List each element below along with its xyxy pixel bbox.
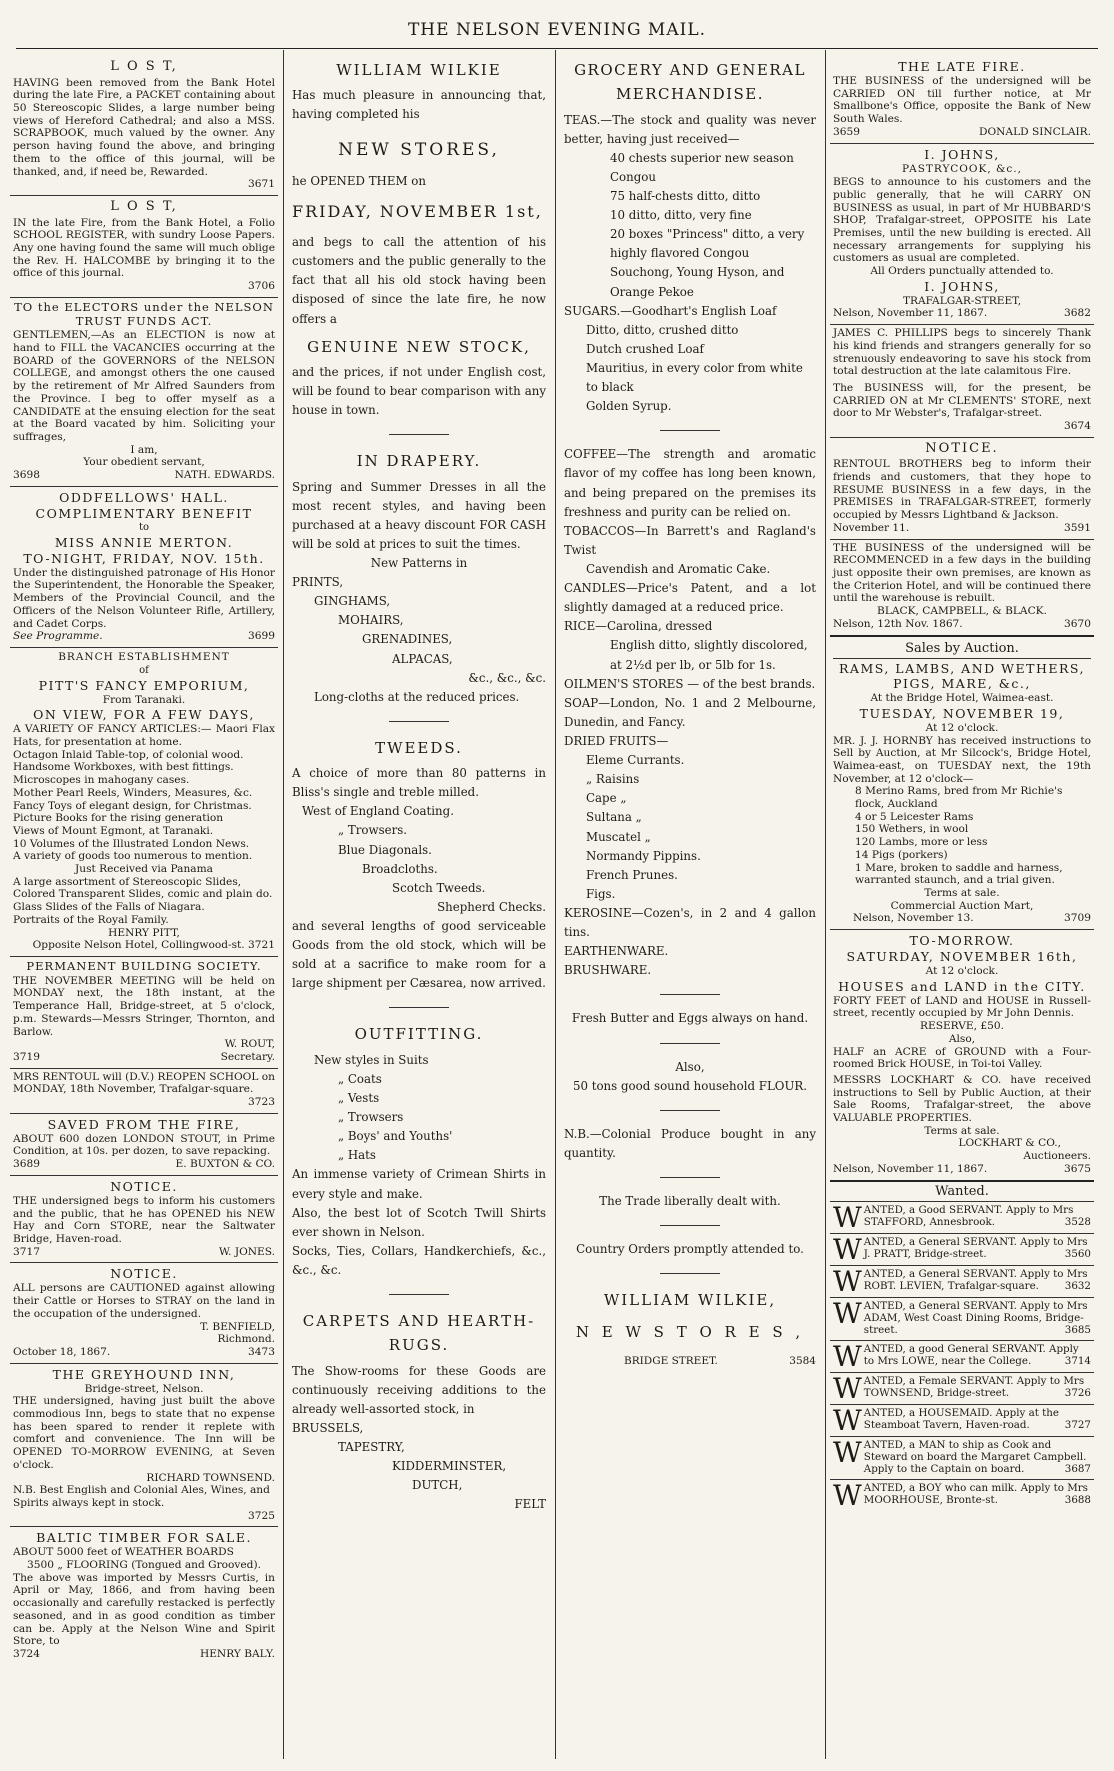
candles-line: CANDLES—Price's Patent, and a lot slightly damaged at a reduced price. [564, 581, 816, 615]
ad-lost-register [10, 195, 278, 297]
ad-oddfellows [10, 486, 278, 647]
fabric-item: ALPACAS, [392, 651, 453, 666]
dried-item: Muscatel „ [586, 829, 651, 844]
ad-title: TO the ELECTORS under the NELSON TRUST FUNDS ACT. [14, 299, 274, 328]
wanted-ad [830, 1436, 1094, 1479]
short-rule [389, 1007, 449, 1008]
brushware-line: BRUSHWARE. [564, 963, 652, 978]
carpet-item: DUTCH, [412, 1478, 463, 1493]
carpets-heading: CARPETS AND HEARTH-RUGS. [302, 1312, 536, 1355]
ad-subtitle: PITT'S FANCY EMPORIUM, [38, 677, 250, 693]
paragraph: Spring and Summer Dresses in all the most recent styles, and having been purchased at a heavy discount FOR CASH will be sold at prices to suit the times. [292, 479, 546, 551]
ad-auction-rams [830, 635, 1094, 930]
list-item: 10 Volumes of the Illustrated London News. [13, 837, 250, 850]
ad-terms: Terms at sale. [924, 1124, 1000, 1137]
ad-role: Auctioneers. [1023, 1150, 1091, 1163]
ad-address: Opposite Nelson Hotel, Collingwood-st. [32, 939, 245, 952]
ad-title: I. JOHNS, [924, 146, 1000, 162]
ad-number: 3674 [1064, 420, 1091, 433]
list-item: 14 Pigs (porkers) [855, 848, 948, 861]
soap-line: SOAP—London, No. 1 and 2 Melbourne, Dunedin, and Fancy. [564, 695, 816, 729]
wanted-ad [830, 1297, 1094, 1340]
ad-body: THE BUSINESS of the undersigned will be RECOMMENCED in a few days in the building just opposite their own premises, are known as the Criterion Hotel, and will be continued there until the warehouse is rebuilt. [833, 541, 1091, 605]
short-rule [389, 434, 449, 435]
sugar-item: Golden Syrup. [586, 399, 672, 414]
ad-body: HAVING been removed from the Bank Hotel during the late Fire, a PACKET containing about 50 Stereoscopic Slides, a large number being views of Hereford Cathedral; and also a MSS. SCRAPBOOK, much valued by the owner. Any person having found the above, and bringing them to the office of this journal, will be thanked, and, if need be, Rewarded. [13, 76, 275, 178]
ad-number: 3688 [1064, 1494, 1091, 1506]
ad-date: SATURDAY, NOVEMBER 16th, [846, 949, 1078, 965]
sugars-line: SUGARS.—Goodhart's English Loaf [564, 303, 777, 318]
ad-subtitle: Bridge-street, Nelson. [84, 1382, 204, 1395]
ad-reserve: RESERVE, £50. [919, 1020, 1004, 1033]
ad-body: THE BUSINESS of the undersigned will be CARRIED ON till further notice, at Mr Smallbone's Office, opposite the Bank of New South Wales. [833, 75, 1091, 126]
ad-number: 3724 [13, 1647, 40, 1660]
tweed-item: Broadcloths. [362, 861, 438, 876]
wanted-ad [830, 1201, 1094, 1233]
ad-signer: DONALD SINCLAIR. [978, 125, 1091, 138]
dried-item: Figs. [586, 886, 616, 901]
dried-item: Cape „ [586, 791, 627, 806]
ad-pitt-emporium [10, 647, 278, 956]
ad-title: NOTICE. [110, 1266, 178, 1282]
outfit-item: „ Coats [338, 1071, 382, 1086]
short-rule [389, 721, 449, 722]
column-3 [560, 56, 820, 1759]
ad-phillips [830, 324, 1094, 437]
paragraph: and the prices, if not under English cost, will be found to bear comparison with any house in town. [292, 364, 546, 418]
section-heading: Wanted. [935, 1183, 989, 1199]
sugar-item: Dutch crushed Loaf [586, 341, 704, 356]
ad-saved-from-fire [10, 1113, 278, 1175]
paragraph: and begs to call the attention of his customers and the public generally to the fact that all his old stock having been disposed of since the late fire, he now offers a [292, 235, 546, 326]
ad-number: 3675 [1064, 1162, 1091, 1175]
wanted-section [830, 1180, 1094, 1511]
ad-title: PERMANENT BUILDING SOCIETY. [26, 958, 262, 973]
ad-body: THE NOVEMBER MEETING will be held on MONDAY next, the 18th instant, at the Temperance Hall, Bridge-street, at 5 o'clock, p.m. Stewards—Messrs Stringer, Thornton, and Barlow. [13, 974, 275, 1038]
wanted-text: ANTED, a General SERVANT. Apply to Mrs ADAM, West Coast Dining Rooms, Bridge-street. [863, 1299, 1088, 1337]
wanted-text: ANTED, a BOY who can milk. Apply to Mrs MOORHOUSE, Bronte-st. [863, 1481, 1088, 1506]
wanted-text: ANTED, a Good SERVANT. Apply to Mrs STAFFORD, Annesbrook. [863, 1203, 1074, 1228]
drop-cap: W [833, 1435, 862, 1469]
ad-number: 3685 [1064, 1324, 1091, 1337]
ad-date: October 18, 1867. [13, 1345, 111, 1358]
ad-signer: W. JONES. [219, 1245, 275, 1258]
column-4 [830, 56, 1094, 1759]
ad-title: SAVED FROM THE FIRE, [47, 1116, 241, 1132]
paragraph: Also, the best lot of Scotch Twill Shirts ever shown in Nelson. [292, 1205, 546, 1239]
paragraph: and several lengths of good serviceable Goods from the old stock, which will be sold at a sacrifice to make room for a large shipment per Cæsarea, now arrived. [292, 919, 546, 991]
ad-date: November 11. [833, 521, 910, 534]
dried-line: DRIED FRUITS— [564, 733, 669, 748]
drop-cap: W [833, 1264, 862, 1298]
ad-body: Under the distinguished patronage of His Honor the Superintendent, the Honorable the Speaker, Members of the Provincial Council, and the Officers of the Nelson Volunteer Rifle, Artillery, and Cadet Corps. [13, 566, 275, 630]
ad-body: THE undersigned begs to inform his customers and the public, that he has OPENED his NEW Hay and Corn STORE, near the Saltwater Bridge, Haven-road. [13, 1194, 275, 1245]
top-rule [16, 48, 1098, 49]
intro-text: Has much pleasure in announcing that, having completed his [292, 88, 546, 122]
tea-item: 75 half-chests ditto, ditto [610, 189, 761, 204]
ad-body: THE undersigned, having just built the above commodious Inn, begs to state that no expense has been spared to render it replete with comfort and convenience. The Inn will be OPENED TO-MORROW EVENING, at Seven o'clock. [13, 1395, 275, 1471]
dried-item: French Prunes. [586, 867, 678, 882]
ad-terms: Terms at sale. [924, 886, 1000, 899]
tea-item: 40 chests superior new season Congou [610, 150, 794, 184]
paragraph: Socks, Ties, Collars, Handkerchiefs, &c., &c., &c. [292, 1243, 546, 1277]
ad-title: NOTICE. [110, 1178, 178, 1194]
wanted-ad [830, 1479, 1094, 1511]
masthead: THE NELSON EVENING MAIL. [407, 20, 707, 40]
column-divider [283, 50, 284, 1759]
list-item: Mother Pearl Reels, Winders, Measures, &c. [13, 786, 253, 799]
column-1 [10, 56, 278, 1759]
ad-grocery [560, 58, 820, 1370]
ad-number: 3670 [1064, 617, 1091, 630]
ad-place: Richmond. [217, 1333, 275, 1346]
dried-item: Sultana „ [586, 810, 642, 825]
ad-number: 3671 [248, 178, 275, 191]
list-item: 150 Wethers, in wool [855, 823, 969, 836]
ad-signer: RICHARD TOWNSEND. [146, 1471, 275, 1484]
ad-body: IN the late Fire, from the Bank Hotel, a Folio SCHOOL REGISTER, with sundry Loose Papers. Any one having found the same will much oblige the Rev. H. HALCOMBE by bringing it to the office of this journal. [13, 216, 275, 280]
ad-date: Nelson, November 11, 1867. [833, 1162, 988, 1175]
ad-number: 3682 [1064, 307, 1091, 320]
drop-cap: W [833, 1200, 862, 1234]
wanted-text: ANTED, a General SERVANT. Apply to Mrs ROBT. LEVIEN, Trafalgar-square. [863, 1267, 1088, 1292]
ad-body: GENTLEMEN,—As an ELECTION is now at hand to FILL the VACANCIES occurring at the BOARD of the GOVERNORS of the NELSON COLLEGE, and amongst others the one caused by the retirement of Mr Alfred Saunders from the Province. I beg to offer myself as a CANDIDATE at the ensuing election for the seat at the Board vacated by him. Soliciting your suffrages, [13, 329, 275, 443]
ad-rentoul-school [10, 1068, 278, 1113]
teas-line: TEAS.—The stock and quality was never better, having just received— [564, 112, 816, 146]
ad-body: FORTY FEET of LAND and HOUSE in Russell-street, recently occupied by Mr John Dennis. [833, 994, 1091, 1020]
tweed-item: West of England Coating. [302, 804, 454, 819]
ad-nb: N.B. Best English and Colonial Ales, Wines, and Spirits always kept in stock. [13, 1484, 270, 1509]
wanted-text: ANTED, a HOUSEMAID. Apply at the Steamboat Tavern, Haven-road. [863, 1406, 1060, 1431]
ad-number: 3698 [13, 469, 40, 482]
genuine-stock-heading: GENUINE NEW STOCK, [307, 337, 531, 356]
coffee-line: COFFEE—The strength and aromatic flavor of my coffee has long been known, and being prepared on the premises its freshness and purity can be relied on. [564, 447, 816, 519]
ad-received: Just Received via Panama [75, 863, 213, 876]
sugar-item: Ditto, ditto, crushed ditto [586, 322, 739, 337]
tobaccos-line: TOBACCOS—In Barrett's and Ragland's Twist [564, 523, 816, 557]
short-rule [660, 430, 720, 431]
ad-date: TO-NIGHT, FRIDAY, NOV. 15th. [23, 550, 265, 566]
ad-electors [10, 297, 278, 486]
new-stores-heading: NEW STORES, [338, 139, 500, 160]
ad-street: TRAFALGAR-STREET, [902, 294, 1022, 307]
ad-signer: NATH. EDWARDS. [174, 469, 275, 482]
drop-cap: W [833, 1478, 862, 1512]
ad-to: to [138, 521, 150, 533]
ad-number: 3584 [789, 1354, 816, 1367]
wanted-ad [830, 1233, 1094, 1265]
rice-line: English ditto, slightly discolored, at 2½d per lb, or 5lb for 1s. [610, 638, 808, 672]
ad-body: HALF an ACRE of GROUND with a Four-roomed Brick HOUSE, in Toi-toi Valley. [833, 1045, 1091, 1071]
ad-title: L O S T, [110, 198, 178, 214]
opening-date: FRIDAY, NOVEMBER 1st, [292, 202, 543, 222]
list-item: Colored Transparent Slides, comic and plain do. [13, 888, 273, 901]
ad-notice-jones [10, 1175, 278, 1263]
outfit-item: „ Vests [338, 1090, 380, 1105]
fabric-item: GINGHAMS, [314, 594, 391, 609]
nb-line: N.B.—Colonial Produce bought in any quantity. [564, 1126, 816, 1160]
ad-date: Nelson, 12th Nov. 1867. [833, 617, 963, 630]
ad-date: TUESDAY, NOVEMBER 19, [859, 705, 1065, 721]
paragraph: The Show-rooms for these Goods are continuously receiving additions to the already well-assorted stock, in [292, 1363, 546, 1416]
ad-signer: T. BENFIELD, [200, 1320, 275, 1333]
ad-number: 3727 [1064, 1418, 1091, 1431]
ad-body: A VARIETY OF FANCY ARTICLES:— Maori Flax Hats, for presentation at home. [13, 723, 275, 748]
tweed-item: Shepherd Checks. [437, 899, 546, 914]
ad-line: ABOUT 5000 feet of WEATHER BOARDS [13, 1546, 234, 1559]
ad-body: MRS RENTOUL will (D.V.) REOPEN SCHOOL on MONDAY, 18th November, Trafalgar-square. [13, 1070, 275, 1096]
tweeds-heading: TWEEDS. [375, 738, 463, 757]
fabric-item: MOHAIRS, [338, 613, 404, 628]
list-item: 120 Lambs, more or less [855, 836, 988, 849]
short-rule [660, 994, 720, 995]
ad-list [13, 749, 275, 863]
ad-signer: LOCKHART & CO., [958, 1137, 1061, 1150]
ad-mart: Commercial Auction Mart, [890, 899, 1034, 912]
short-rule [660, 1110, 720, 1111]
drop-cap: W [833, 1296, 862, 1330]
section-heading: Sales by Auction. [905, 640, 1019, 656]
ad-signer: I. JOHNS, [924, 278, 1000, 294]
wanted-ad [830, 1404, 1094, 1436]
ad-time: At 12 o'clock. [925, 965, 999, 978]
ad-number: 3706 [248, 280, 275, 293]
ad-honoree: MISS ANNIE MERTON. [54, 534, 234, 550]
dried-item: Eleme Currants. [586, 753, 685, 768]
longcloths-line: Long-cloths at the reduced prices. [314, 689, 520, 704]
wanted-text: ANTED, a good General SERVANT. Apply to Mrs LOWE, near the College. [863, 1342, 1079, 1367]
fabric-item: &c., &c., &c. [468, 670, 546, 685]
ad-where: At the Bridge Hotel, Waimea-east. [870, 692, 1054, 705]
ad-notice-benfield [10, 1262, 278, 1362]
rice-line: RICE—Carolina, dressed [564, 619, 713, 634]
short-rule [660, 1273, 720, 1274]
ad-body: MR. J. J. HORNBY has received instructions to Sell by Auction, at Mr Silcock's, Bridge Hotel, Waimea-east, on TUESDAY next, the 19th November, at 12 o'clock— [833, 734, 1091, 785]
wanted-text: ANTED, a General SERVANT. Apply to Mrs J. PRATT, Bridge-street. [863, 1235, 1088, 1260]
wanted-ad [830, 1372, 1094, 1404]
list-item: Portraits of the Royal Family. [13, 913, 169, 926]
wanted-text: ANTED, a MAN to ship as Cook and Steward on board the Margaret Campbell. Apply to the Captain on board. [863, 1438, 1087, 1476]
tweed-item: Scotch Tweeds. [392, 880, 486, 895]
ad-signer: HENRY PITT, [108, 926, 180, 939]
wanted-ad [830, 1340, 1094, 1372]
ad-number: 3699 [248, 630, 275, 643]
ad-number: 3528 [1064, 1215, 1091, 1228]
ad-role: Secretary. [220, 1050, 275, 1063]
list-item: Glass Slides of the Falls of Niagara. [13, 901, 205, 914]
outfitting-heading: OUTFITTING. [354, 1025, 484, 1044]
ad-title: RAMS, LAMBS, AND WETHERS, PIGS, MARE, &c., [833, 658, 1091, 691]
list-item: Views of Mount Egmont, at Taranaki. [13, 824, 214, 837]
earthenware-line: EARTHENWARE. [564, 944, 669, 959]
ad-number: 3632 [1064, 1279, 1091, 1292]
short-rule [660, 1225, 720, 1226]
fabric-item: GRENADINES, [362, 632, 453, 647]
ad-body: ALL persons are CAUTIONED against allowing their Cattle or Horses to STRAY on the land in the occupation of the undersigned. [13, 1282, 275, 1320]
ad-body: MESSRS LOCKHART & CO. have received instructions to Sell by Public Auction, at their Sale Rooms, Trafalgar-street, the above VALUABLE PROPERTIES. [833, 1073, 1091, 1125]
wanted-text: ANTED, a Female SERVANT. Apply to Mrs TOWNSEND, Bridge-street. [863, 1374, 1085, 1399]
column-divider [825, 50, 826, 1759]
oilmen-line: OILMEN'S STORES — of the best brands. [564, 676, 816, 691]
short-rule [389, 1294, 449, 1295]
ad-greyhound-inn [10, 1363, 278, 1527]
ad-number: 3725 [248, 1509, 275, 1522]
drop-cap: W [833, 1371, 862, 1405]
tea-item: 10 ditto, ditto, very fine [610, 208, 752, 223]
ad-from: From Taranaki. [102, 693, 186, 706]
ad-title: ODDFELLOWS' HALL. [59, 489, 229, 505]
list-item: A variety of goods too numerous to mention. [13, 850, 253, 863]
signer-street: BRIDGE STREET. [624, 1354, 718, 1367]
ad-closing: I am, [130, 443, 158, 456]
ad-title: TO-MORROW. [909, 933, 1015, 949]
ad-orders: All Orders punctually attended to. [870, 265, 1054, 278]
outfit-item: „ Boys' and Youths' [338, 1129, 453, 1144]
ad-title: GROCERY AND GENERAL MERCHANDISE. [574, 61, 806, 104]
ad-title: WILLIAM WILKIE [336, 61, 502, 79]
kerosine-line: KEROSINE—Cozen's, in 2 and 4 gallon tins. [564, 905, 816, 940]
drop-cap: W [833, 1232, 862, 1266]
ad-line: 3500 „ FLOORING (Tongued and Grooved). [27, 1559, 261, 1572]
list-item: Handsome Workboxes, with best fittings. [13, 761, 234, 774]
list-item: 1 Mare, broken to saddle and harness, warranted staunch, and a trial given. [855, 861, 1063, 887]
list-item: 8 Merino Rams, bred from Mr Richie's flock, Auckland [855, 785, 1063, 811]
ad-late-fire [830, 56, 1094, 143]
column-2 [288, 56, 550, 1759]
trade-line: The Trade liberally dealt with. [599, 1193, 781, 1208]
ad-number: 3591 [1064, 521, 1091, 534]
ad-subtitle: PASTRYCOOK, &c., [902, 162, 1022, 175]
ad-tomorrow [830, 929, 1094, 1180]
ad-number: 3723 [248, 1096, 275, 1109]
ad-number: 3714 [1064, 1354, 1091, 1367]
ad-body: The above was imported by Messrs Curtis, in April or May, 1866, and from having been occasionally and carefully restacked is perfectly seasoned, and in as good condition as timber can be. Apply at the Nelson Wine and Spirit Store, to [13, 1571, 275, 1648]
ad-title: THE LATE FIRE. [898, 59, 1026, 74]
list-item: Fancy Toys of elegant design, for Christmas. [13, 799, 252, 812]
list-item: A large assortment of Stereoscopic Slides, [13, 875, 242, 888]
ad-number: 3687 [1064, 1463, 1091, 1476]
ad-title: THE GREYHOUND INN, [52, 1366, 236, 1382]
dried-item: „ Raisins [586, 772, 640, 787]
butter-line: Fresh Butter and Eggs always on hand. [571, 1011, 809, 1026]
tea-item: 20 boxes "Princess" ditto, a very highly flavored Congou [610, 227, 805, 261]
ad-time: At 12 o'clock. [925, 721, 999, 734]
suits-line: New styles in Suits [314, 1052, 429, 1067]
column-divider [555, 50, 556, 1759]
flour-line: 50 tons good sound household FLOUR. [572, 1078, 808, 1093]
also-line: Also, [675, 1059, 705, 1074]
ad-closing: Your obedient servant, [83, 456, 205, 469]
ad-title: BRANCH ESTABLISHMENT [58, 650, 230, 663]
ad-notice-rentoul [830, 437, 1094, 539]
outfit-item: „ Trowsers [338, 1110, 404, 1125]
ad-date: Nelson, November 11, 1867. [833, 307, 988, 320]
ad-number: 3560 [1064, 1247, 1091, 1260]
ad-signer: E. BUXTON & CO. [175, 1158, 275, 1171]
drop-cap: W [833, 1403, 862, 1437]
ad-baltic-timber [10, 1526, 278, 1664]
ad-of: of [139, 664, 149, 676]
carpet-item: TAPESTRY, [338, 1440, 405, 1455]
ad-title: BALTIC TIMBER FOR SALE. [36, 1530, 252, 1546]
ad-signer: BLACK, CAMPBELL, & BLACK. [877, 605, 1047, 618]
ad-william-wilkie [288, 58, 550, 1515]
ad-number: 3709 [1064, 912, 1091, 925]
paragraph: A choice of more than 80 patterns in Bliss's single and treble milled. [292, 766, 546, 800]
short-rule [660, 1043, 720, 1044]
ad-body: ABOUT 600 dozen LONDON STOUT, in Prime Condition, at 10s. per dozen, to save repacking. [13, 1132, 275, 1158]
ad-building-society [10, 956, 278, 1068]
ad-signer: HENRY BALY. [199, 1647, 275, 1660]
dried-item: Normandy Pippins. [586, 848, 701, 863]
ad-number: 3659 [833, 125, 860, 138]
ad-black-campbell [830, 539, 1094, 635]
ad-onview: ON VIEW, FOR A FEW DAYS, [33, 707, 255, 723]
ad-body: RENTOUL BROTHERS beg to inform their friends and customers, that they hope to RESUME BUSINESS in a few days, in the PREMISES in TRAFALGAR-STREET, formerly occupied by Messrs Lightband & Jackson. [833, 458, 1091, 522]
signer-name: WILLIAM WILKIE, [603, 1291, 777, 1310]
ad-body: BEGS to announce to his customers and the public generally, that he will CARRY ON BUSINESS as usual, in part of Mr HUBBARD'S SHOP, Trafalgar-street, OPPOSITE his Late Premises, until the new building is erected. All necessary arrangements for supplying his customers as usual are completed. [833, 176, 1091, 265]
ad-list [13, 876, 275, 927]
cavendish-line: Cavendish and Aromatic Cake. [586, 562, 771, 576]
ad-houses: HOUSES and LAND in the CITY. [838, 978, 1086, 994]
list-item: Picture Books for the rising generation [13, 812, 224, 825]
ad-title: L O S T, [110, 59, 178, 74]
carpet-item: BRUSSELS, [292, 1420, 364, 1435]
ad-title: NOTICE. [925, 440, 999, 456]
tea-item: Souchong, Young Hyson, and Orange Pekoe [610, 265, 785, 299]
signer-stores: N E W S T O R E S , [575, 1323, 805, 1342]
ad-date: Nelson, November 13. [853, 912, 974, 925]
list-item: 4 or 5 Leicester Rams [855, 810, 974, 823]
ad-body: JAMES C. PHILLIPS begs to sincerely Thank his kind friends and strangers generally for so strenuously endeavoring to save his stock from total destruction at the late calamitous Fire. [833, 327, 1091, 378]
ad-lost-packet [10, 56, 278, 195]
ad-number: 3689 [13, 1158, 40, 1171]
list-item: Microscopes in mahogany cases. [13, 774, 190, 787]
ad-number: 3719 [13, 1050, 40, 1063]
ad-also: Also, [948, 1032, 976, 1045]
ad-subtitle: COMPLIMENTARY BENEFIT [35, 505, 253, 521]
ad-number: 3726 [1064, 1386, 1091, 1399]
carpet-item: KIDDERMINSTER, [392, 1459, 507, 1474]
tweed-item: „ Trowsers. [338, 823, 408, 838]
opened-text: he OPENED THEM on [292, 174, 426, 189]
drop-cap: W [833, 1339, 862, 1373]
sugar-item: Mauritius, in every color from white to black [586, 361, 803, 395]
country-line: Country Orders promptly attended to. [576, 1242, 804, 1257]
patterns-line: New Patterns in [370, 555, 468, 570]
carpet-item: FELT [514, 1497, 546, 1512]
list-item: Octagon Inlaid Table-top, of colonial wood. [13, 748, 244, 761]
ad-number: 3721 [248, 939, 275, 952]
ad-number: 3717 [13, 1245, 40, 1258]
ad-body: The BUSINESS will, for the present, be CARRIED ON at Mr CLEMENTS' STORE, next door to Mr Webster's, Trafalgar-street. [833, 381, 1091, 420]
tweed-item: Blue Diagonals. [338, 842, 432, 857]
fabric-item: PRINTS, [292, 575, 344, 590]
outfit-item: „ Hats [338, 1148, 376, 1163]
ad-number: 3473 [248, 1345, 275, 1358]
ad-see: See Programme. [13, 630, 103, 643]
ad-signer: W. ROUT, [224, 1038, 275, 1051]
paragraph: An immense variety of Crimean Shirts in every style and make. [292, 1167, 546, 1201]
drapery-heading: IN DRAPERY. [356, 452, 482, 471]
ad-johns-pastrycook [830, 143, 1094, 325]
short-rule [660, 1177, 720, 1178]
wanted-ad [830, 1265, 1094, 1297]
